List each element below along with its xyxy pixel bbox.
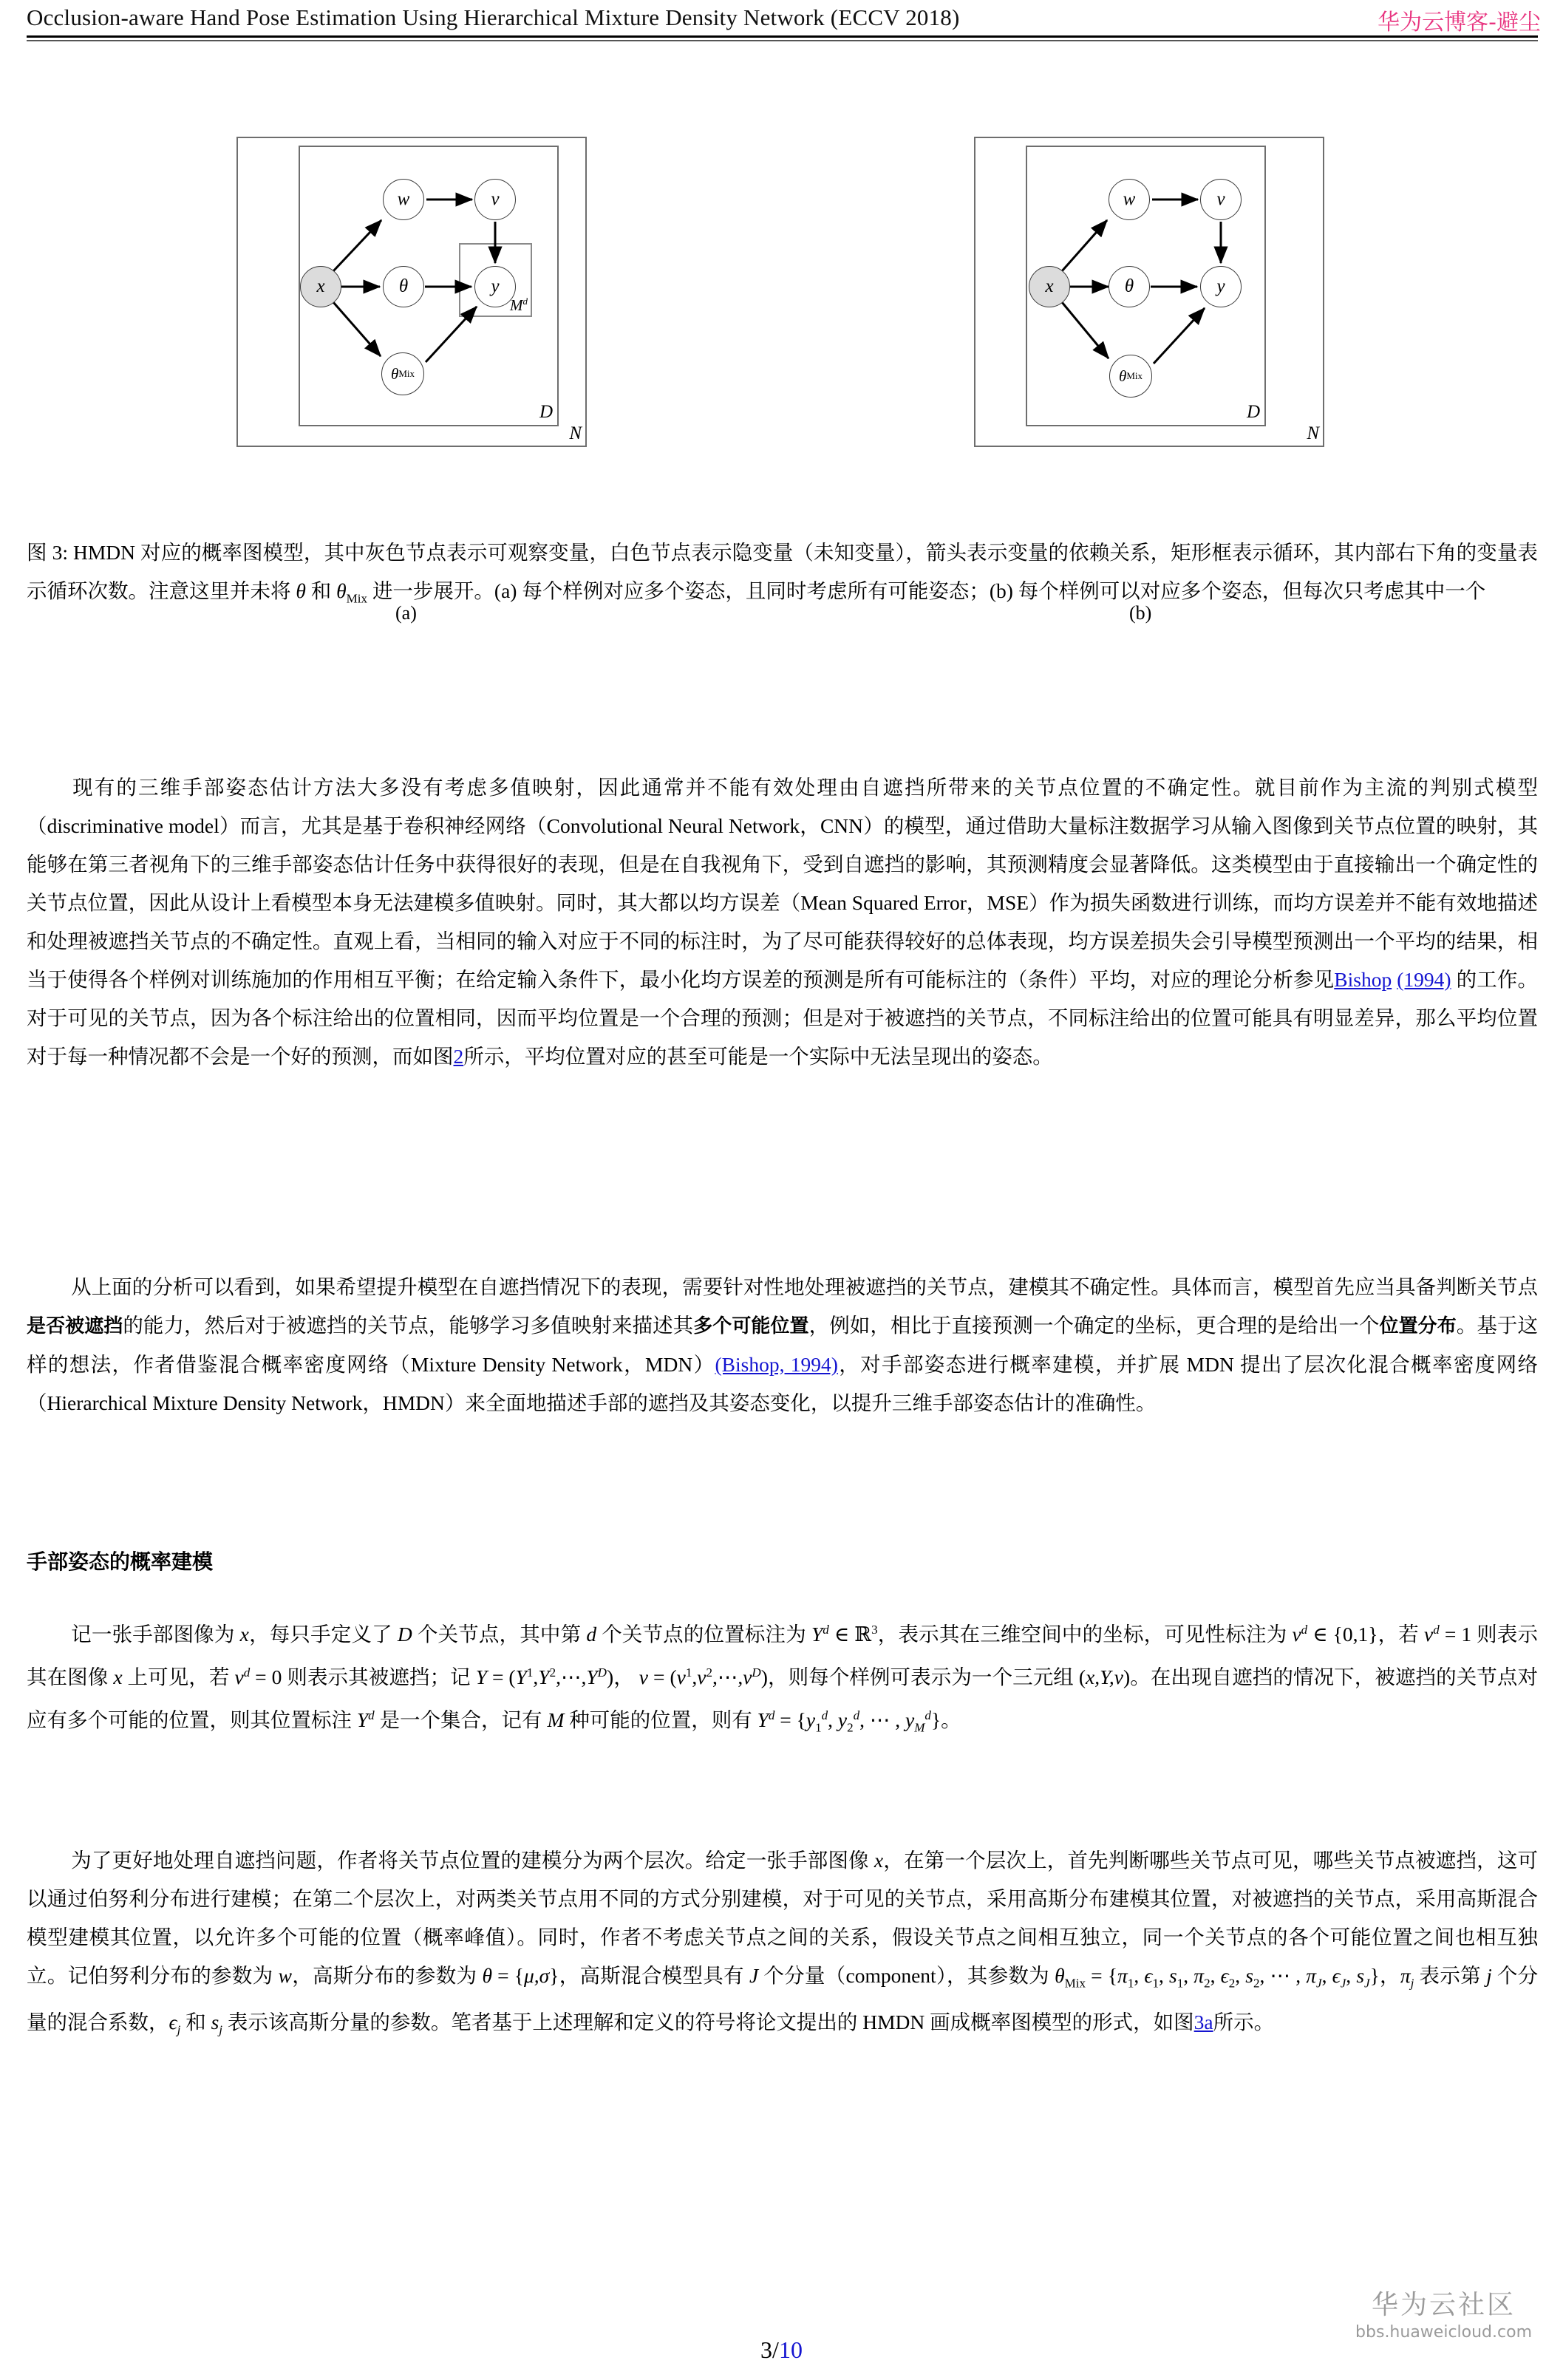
node-theta-mix-a: θ Mix xyxy=(381,352,424,395)
page-number-current: 3/ xyxy=(760,2336,779,2363)
node-x-a: x xyxy=(300,266,341,307)
paragraph-4: 为了更好地处理自遮挡问题，作者将关节点位置的建模分为两个层次。给定一张手部图像 x，在第一个层次上，首先判断哪些关节点可见，哪些关节点被遮挡，这可以通过伯努利分布进行建模；在第二个层次上，对两类关节点用不同的方式分别建模，对于可见的关节点，采用高斯分布建模其位置，对被遮挡的关节点，采用高斯混合模型建模其位置，以允许多个可能的位置（概率峰值）。同时，作者不考虑关节点之间的关系，假设关节点之间相互独立，同一个关节点的各个可能位置之间也相互独立。记伯努利分布的参数为 w，高斯分布的参数为 θ = {μ,σ}，高斯混合模型具有 J 个分量（component），其参数为 $\theta_{Mix} = \{\pi_1$, $\epsilon_1$, $s_1$, $\pi_2$, $\epsilon_2$, $s_2$, ⋯ , $\pi_J$, $\epsilon_J$, $s_J$}，$\pi_j$ 表示第 j 个分量的混合系数，$\epsilon_j$ 和 $s_j$ 表示该高斯分量的参数。笔者基于上述理解和定义的符号将论文提出的 HMDN 画成概率图模型的形式，如图3a所示。 xyxy=(27,1849,1539,2036)
bold-phrase-occluded-or-not: 是否被遮挡 xyxy=(27,1315,123,1337)
node-y-a: y xyxy=(474,266,516,307)
node-v-a: v xyxy=(474,179,516,220)
plate-label-n-a: N xyxy=(569,423,582,443)
node-x-b: x xyxy=(1029,266,1070,307)
page-number-total: 10 xyxy=(778,2336,803,2363)
figure-ref-link-3a[interactable]: 3a xyxy=(1193,2010,1213,2033)
citation-link-bishop-1994b[interactable]: (Bishop, 1994) xyxy=(715,1353,838,1376)
header-rule-top xyxy=(27,35,1538,38)
node-theta-mix-b: θ Mix xyxy=(1109,355,1152,398)
header-watermark: 华为云博客-避尘 xyxy=(1378,10,1541,35)
citation-link-bishop-year-1994a[interactable]: (1994) xyxy=(1397,968,1451,991)
plate-label-d-b: D xyxy=(1246,402,1260,422)
plate-label-d-a: D xyxy=(539,402,553,422)
page-number xyxy=(0,2336,1563,2364)
footer-watermark xyxy=(1355,2284,1532,2342)
node-theta-a: θ xyxy=(383,266,424,307)
pgm-diagram-b xyxy=(974,137,1324,447)
citation-link-bishop-1994a[interactable]: Bishop xyxy=(1334,968,1392,991)
figure-sublabel-b: (b) xyxy=(1129,602,1152,624)
footer-watermark-title: 华为云社区 xyxy=(1372,2290,1516,2320)
footer-watermark-url: bbs.huaweicloud.com xyxy=(1355,2323,1532,2342)
paragraph-3: 记一张手部图像为 x，每只手定义了 D 个关节点，其中第 d 个关节点的位置标注为 $Y^d$ ∈ ℝ$^3$，表示其在三维空间中的坐标，可见性标注为 $v^d$ ∈ {0,1}，若 $v^d = 1$ 则表示其在图像 x 上可见，若 $v^d = 0$ 则表示其被遮挡；记 $Y = (Y^1,Y^2,\cdots,Y^D)$， $v = (v^1,v^2,\cdots,v^D)$，则每个样例可表示为一个三元组 (x,Y,v)。在出现自遮挡的情况下，被遮挡的关节点对应有多个可能的位置，则其位置标注 $Y^d$ 是一个集合，记有 M 种可能的位置，则有 $Y^d = \{y_1^d$, $y_2^d$, ⋯ , $y_M^d$}。 xyxy=(27,1623,1539,1735)
node-theta-b: θ xyxy=(1109,266,1150,307)
pgm-diagram-a xyxy=(236,137,587,447)
section-heading: 手部姿态的概率建模 xyxy=(27,1549,214,1574)
node-w-b: w xyxy=(1109,179,1150,220)
page-title: Occlusion-aware Hand Pose Estimation Using Hierarchical Mixture Density Network (ECCV 2018) xyxy=(27,4,960,30)
page-header xyxy=(0,0,1563,46)
node-w-a: w xyxy=(383,179,424,220)
node-y-b: y xyxy=(1200,266,1242,307)
plate-label-m-a: $M^d$ xyxy=(509,296,528,314)
figure-caption: 图 3: HMDN 对应的概率图模型，其中灰色节点表示可观察变量，白色节点表示隐变量（未知变量），箭头表示变量的依赖关系，矩形框表示循环，其内部右下角的变量表示循环次数。注意这里并未将 θ 和 $\theta_{Mix}$ 进一步展开。(a) 每个样例对应多个姿态，且同时考虑所有可能姿态；(b) 每个样例可以对应多个姿态，但每次只考虑其中一个 xyxy=(27,541,1539,606)
paragraph-2: 从上面的分析可以看到，如果希望提升模型在自遮挡情况下的表现，需要针对性地处理被遮挡的关节点，建模其不确定性。具体而言，模型首先应当具备判断关节点是否被遮挡的能力，然后对于被遮挡的关节点，能够学习多值映射来描述其多个可能位置，例如，相比于直接预测一个确定的坐标，更合理的是给出一个位置分布。基于这样的想法，作者借鉴混合概率密度网络（Mixture Density Network，MDN）(Bishop, 1994)，对手部姿态进行概率建模，并扩展 MDN 提出了层次化混合概率密度网络（Hierarchical Mixture Density Network，HMDN）来全面地描述手部的遮挡及其姿态变化，以提升三维手部姿态估计的准确性。 xyxy=(27,1275,1539,1414)
bold-phrase-multiple-positions: 多个可能位置 xyxy=(693,1315,809,1337)
node-v-b: v xyxy=(1200,179,1242,220)
figure-sublabel-a: (a) xyxy=(395,602,417,624)
figure-ref-link-2[interactable]: 2 xyxy=(453,1045,464,1068)
header-rule-bottom xyxy=(27,40,1538,41)
plate-label-n-b: N xyxy=(1307,423,1319,443)
bold-phrase-position-distribution: 位置分布 xyxy=(1379,1315,1457,1337)
paragraph-1: 现有的三维手部姿态估计方法大多没有考虑多值映射，因此通常并不能有效处理由自遮挡所带来的关节点位置的不确定性。就目前作为主流的判别式模型（discriminative model）而言，尤其是基于卷积神经网络（Convolutional Neural Network，CNN）的模型，通过借助大量标注数据学习从输入图像到关节点位置的映射，其能够在第三者视角下的三维手部姿态估计任务中获得很好的表现，但是在自我视角下，受到自遮挡的影响，其预测精度会显著降低。这类模型由于直接输出一个确定性的关节点位置，因此从设计上看模型本身无法建模多值映射。同时，其大都以均方误差（Mean Squared Error，MSE）作为损失函数进行训练，而均方误差并不能有效地描述和处理被遮挡关节点的不确定性。直观上看，当相同的输入对应于不同的标注时，为了尽可能获得较好的总体表现，均方误差损失会引导模型预测出一个平均的结果，相当于使得各个样例对训练施加的作用相互平衡；在给定输入条件下，最小化均方误差的预测是所有可能标注的（条件）平均，对应的理论分析参见Bishop (1994) 的工作。对于可见的关节点，因为各个标注给出的位置相同，因而平均位置是一个合理的预测；但是对于被遮挡的关节点，不同标注给出的位置可能具有明显差异，那么平均位置对于每一种情况都不会是一个好的预测，而如图2所示，平均位置对应的甚至可能是一个实际中无法呈现出的姿态。 xyxy=(27,776,1539,1068)
